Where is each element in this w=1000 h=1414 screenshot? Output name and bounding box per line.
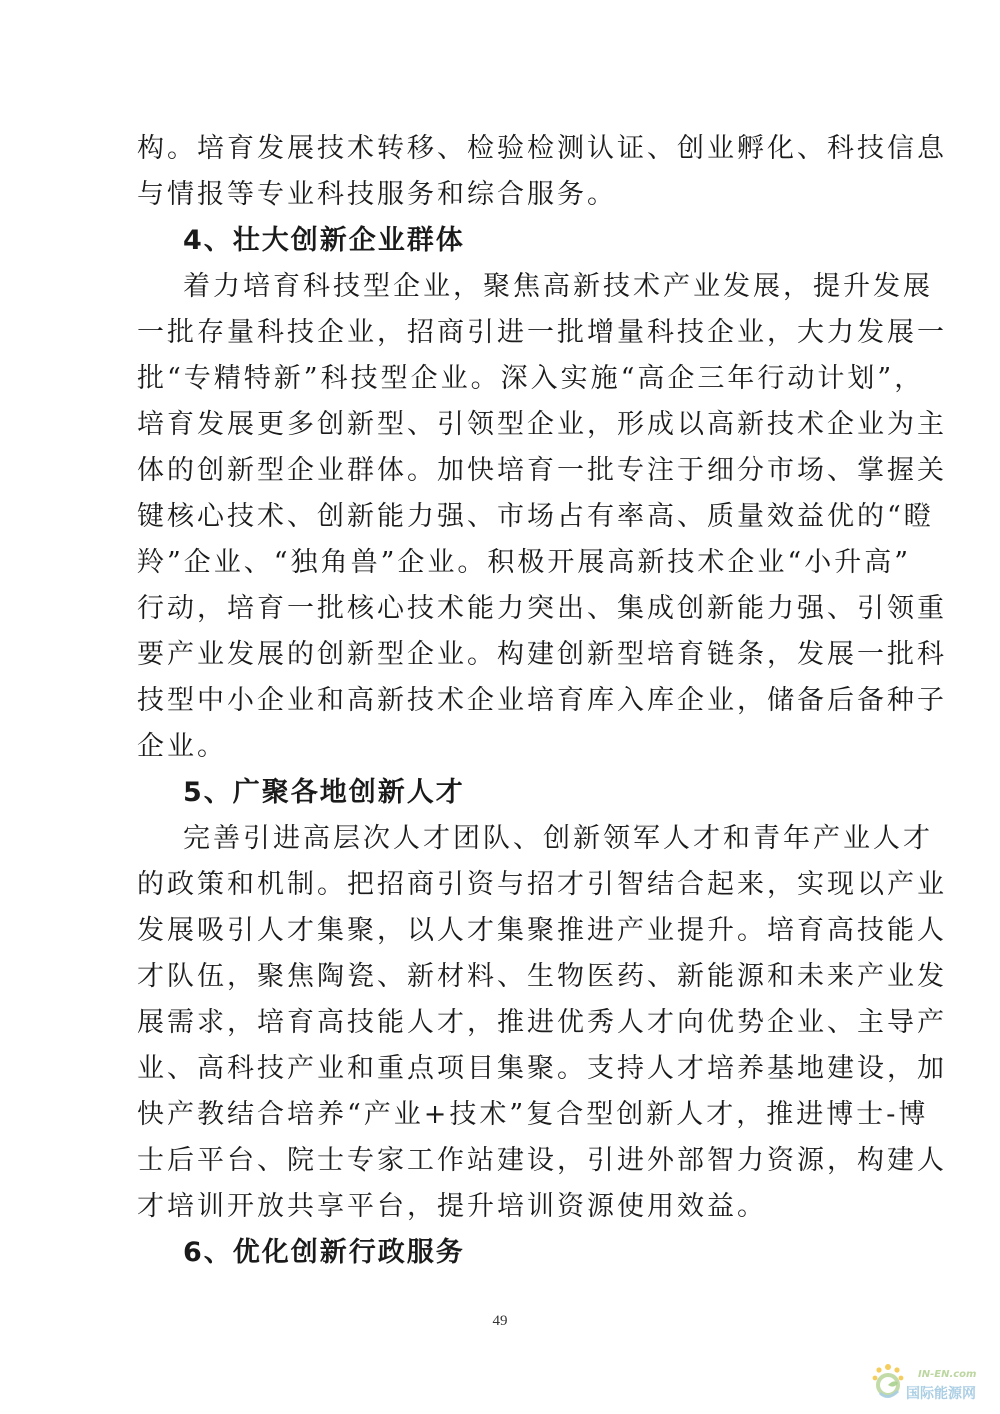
section-heading-4: 4、壮大创新企业群体 — [183, 225, 465, 256]
paragraph-line: 快产教结合培养“产业+技术”复合型创新人才，推进博士-博 — [137, 1099, 929, 1130]
sun-logo-icon — [866, 1357, 910, 1409]
paragraph-line: 与情报等专业科技服务和综合服务。 — [137, 179, 617, 210]
paragraph-line: 羚”企业、“独角兽”企业。积极开展高新技术企业“小升高” — [137, 547, 912, 578]
section-heading-6: 6、优化创新行政服务 — [183, 1237, 465, 1268]
paragraph-line: 批“专精特新”科技型企业。深入实施“高企三年行动计划”， — [137, 363, 925, 394]
paragraph-line: 发展吸引人才集聚，以人才集聚推进产业提升。培育高技能人 — [137, 915, 947, 946]
paragraph-line: 展需求，培育高技能人才，推进优秀人才向优势企业、主导产 — [137, 1007, 947, 1038]
page-number: 49 — [492, 1313, 508, 1329]
paragraph-line: 行动，培育一批核心技术能力突出、集成创新能力强、引领重 — [137, 593, 947, 624]
paragraph-line: 的政策和机制。把招商引资与招才引智结合起来，实现以产业 — [137, 869, 947, 900]
paragraph-line: 业、高科技产业和重点项目集聚。支持人才培养基地建设，加 — [137, 1053, 947, 1084]
paragraph-line: 构。培育发展技术转移、检验检测认证、创业孵化、科技信息 — [137, 133, 947, 164]
watermark-cn-text: 国际能源网 — [906, 1386, 976, 1402]
paragraph-line: 着力培育科技型企业，聚焦高新技术产业发展，提升发展 — [183, 271, 933, 302]
paragraph-line: 培育发展更多创新型、引领型企业，形成以高新技术企业为主 — [137, 409, 947, 440]
paragraph-line: 体的创新型企业群体。加快培育一批专注于细分市场、掌握关 — [137, 455, 947, 486]
paragraph-line: 才培训开放共享平台，提升培训资源使用效益。 — [137, 1191, 767, 1222]
paragraph-line: 键核心技术、创新能力强、市场占有率高、质量效益优的“瞪 — [137, 501, 934, 532]
paragraph-line: 完善引进高层次人才团队、创新领军人才和青年产业人才 — [183, 823, 933, 854]
paragraph-line: 一批存量科技企业，招商引进一批增量科技企业，大力发展一 — [137, 317, 947, 348]
paragraph-line: 要产业发展的创新型企业。构建创新型培育链条，发展一批科 — [137, 639, 947, 670]
paragraph-line: 企业。 — [137, 731, 227, 762]
paragraph-line: 士后平台、院士专家工作站建设，引进外部智力资源，构建人 — [137, 1145, 947, 1176]
paragraph-line: 才队伍，聚焦陶瓷、新材料、生物医药、新能源和未来产业发 — [137, 961, 947, 992]
paragraph-line: 技型中小企业和高新技术企业培育库入库企业，储备后备种子 — [137, 685, 947, 716]
watermark-logo — [866, 1357, 996, 1409]
section-heading-5: 5、广聚各地创新人才 — [183, 777, 465, 808]
watermark-en-text: IN-EN.com — [918, 1369, 977, 1380]
